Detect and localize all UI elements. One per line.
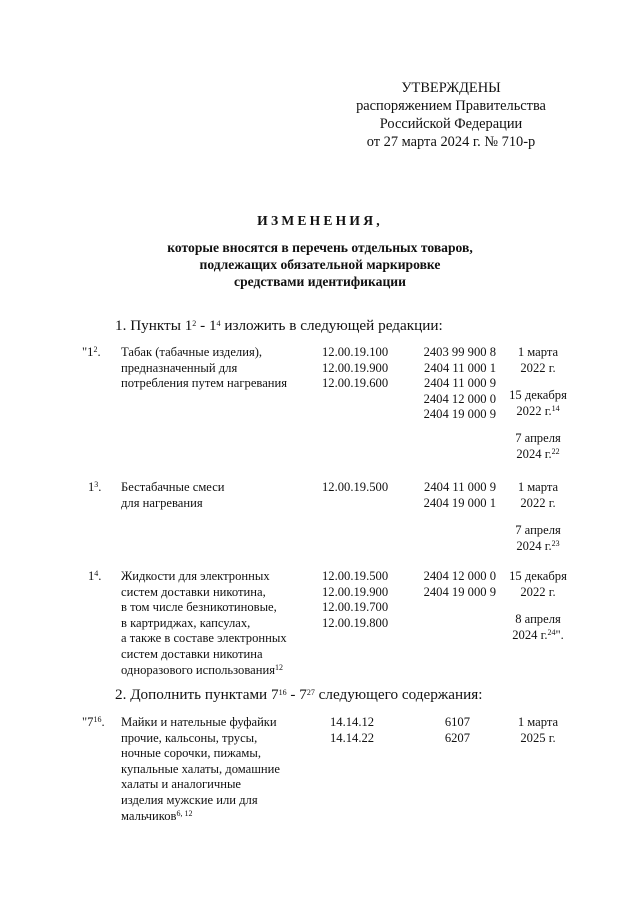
item-number: "$1^2$. bbox=[82, 345, 101, 359]
item-name: Бестабачные смеси для нагревания bbox=[121, 480, 225, 510]
item-number: $1^3$. bbox=[88, 480, 102, 494]
approval-line: распоряжением Правительства bbox=[356, 98, 546, 114]
subtitle-line: подлежащих обязательной маркировке bbox=[199, 257, 441, 272]
okpd-codes: 12.00.19.100 12.00.19.900 12.00.19.600 bbox=[322, 345, 389, 391]
okpd-codes: 12.00.19.500 bbox=[322, 480, 389, 494]
item-name: Табак (табачные изделия), предназначенный для потребления путем нагревания bbox=[121, 345, 288, 391]
okpd-codes: 12.00.19.500 12.00.19.900 12.00.19.700 12.00.19.800 bbox=[322, 569, 389, 630]
document-subtitle bbox=[100, 239, 540, 290]
item-number: $1^4$. bbox=[88, 569, 102, 583]
approval-title: УТВЕРЖДЕНЫ bbox=[401, 80, 501, 96]
approval-line: Российской Федерации bbox=[379, 116, 523, 132]
effective-dates: 1 марта 2022 г. 7 апреля 2024 г.$^{23}$ bbox=[515, 480, 561, 553]
section-2-instruction: 2. Дополнить пунктами $7^{16} - 7^{27}$ следующего содержания: bbox=[115, 686, 483, 703]
tnved-codes: 2404 11 000 9 2404 19 000 1 bbox=[423, 480, 496, 510]
subtitle-line: которые вносятся в перечень отдельных товаров, bbox=[167, 240, 473, 255]
tnved-codes: 6107 6207 bbox=[444, 715, 470, 745]
document-title: ИЗМЕНЕНИЯ, bbox=[257, 213, 383, 228]
effective-dates: 15 декабря 2022 г. 8 апреля 2024 г.$^{24}$". bbox=[509, 569, 567, 642]
tnved-codes: 2403 99 900 8 2404 11 000 1 2404 11 000 9 2404 12 000 0 2404 19 000 9 bbox=[423, 345, 496, 422]
okpd-codes: 14.14.12 14.14.22 bbox=[330, 715, 375, 745]
approval-date: от 27 марта 2024 г. № 710-р bbox=[366, 134, 536, 150]
effective-dates: 1 марта 2025 г. bbox=[517, 715, 559, 745]
item-number: "$7^{16}$. bbox=[82, 715, 105, 729]
subtitle-line: средствами идентификации bbox=[234, 274, 406, 289]
effective-dates: 1 марта 2022 г. 15 декабря 2022 г.$^{14}$ 7 апреля 2024 г.$^{22}$ bbox=[509, 345, 567, 461]
document-heading bbox=[100, 211, 540, 290]
tnved-codes: 2404 12 000 0 2404 19 000 9 bbox=[423, 569, 496, 599]
item-name: Жидкости для электронных систем доставки никотина, в том числе безникотиновые, в картриджах, капсулах, а также в составе электронных систем доставки никотина одноразового использования$^{12}$ bbox=[121, 569, 287, 677]
approval-block bbox=[338, 79, 564, 151]
section-1-instruction: 1. Пункты $1^2 - 1^4$ изложить в следующей редакции: bbox=[115, 317, 443, 334]
item-name: Майки и нательные фуфайки прочие, кальсоны, трусы, ночные сорочки, пижамы, купальные халаты, домашние халаты и аналогичные изделия мужские или для мальчиков$^{6, 12}$ bbox=[121, 715, 280, 823]
